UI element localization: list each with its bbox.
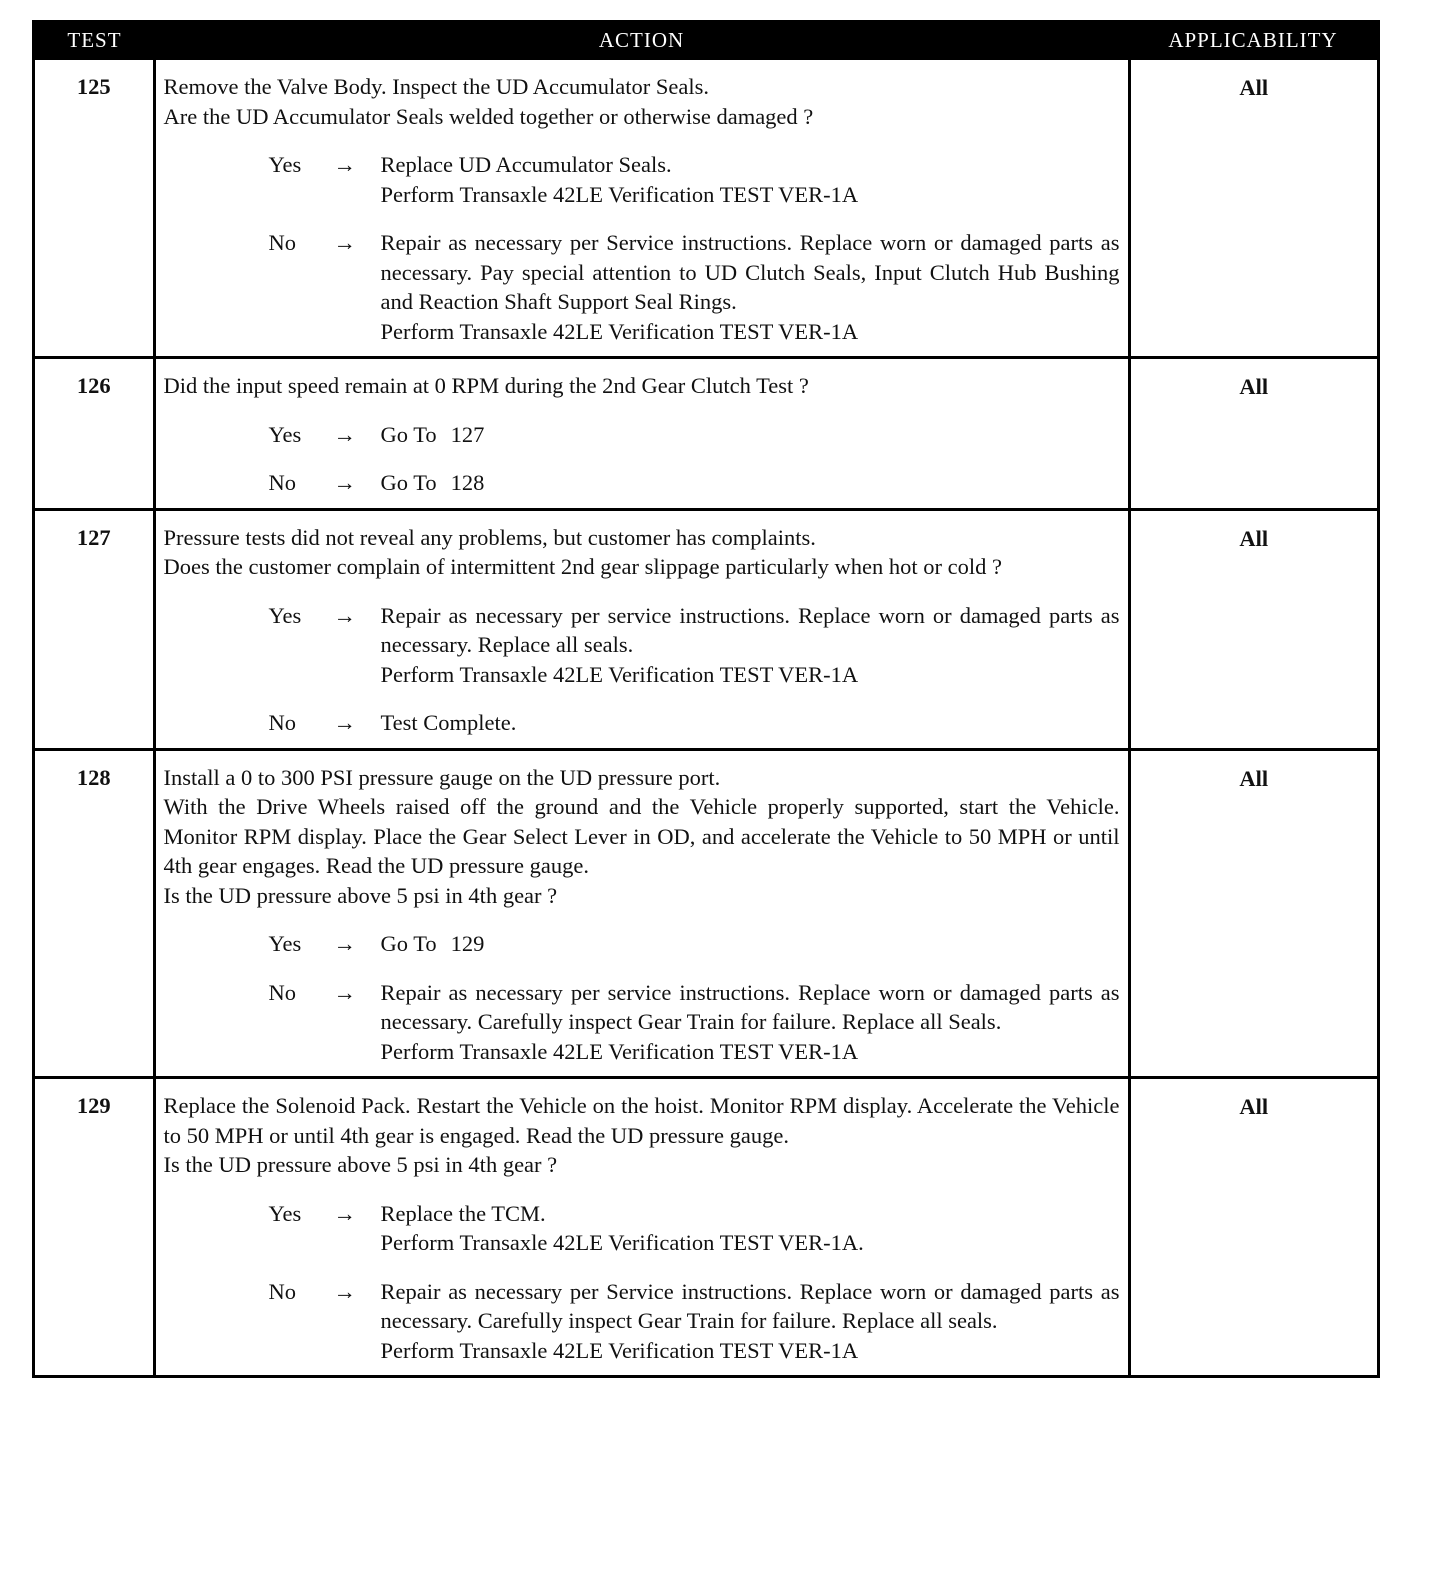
test-number: 126 [35,358,154,510]
table-row [35,60,1377,358]
no-result [381,978,1120,1067]
header-action: ACTION [154,20,1129,60]
no-option [164,468,1120,498]
arrow-icon: → [333,1278,356,1304]
result-line: Perform Transaxle 42LE Verification TEST VER-1A [380,661,859,687]
action-cell [154,358,1129,510]
arrow-icon: → [333,230,356,255]
yes-option [164,601,1120,690]
arrow-icon: → [333,421,356,447]
applicability: All [1129,1078,1377,1376]
go-to-test-link[interactable]: 127 [450,421,485,447]
question [164,72,1120,131]
yes-result [381,929,1120,959]
no-label: No [268,710,296,735]
table-row [35,749,1377,1078]
no-result [381,468,1120,498]
result-line: Test Complete. [380,710,517,735]
question-line: Are the UD Accumulator Seals welded together or otherwise damaged ? [163,103,814,129]
result-line: Perform Transaxle 42LE Verification TEST VER-1A [380,1337,859,1363]
yes-label: Yes [268,152,302,177]
yes-label: Yes [268,1200,302,1226]
no-result [381,708,1120,738]
yes-label: Yes [268,602,302,628]
question-line: Is the UD pressure above 5 psi in 4th gear ? [163,1152,558,1177]
yes-label: Yes [268,421,302,447]
no-label: No [268,979,296,1005]
no-result [381,1277,1120,1366]
result-line: Replace the TCM. [380,1200,546,1226]
test-number: 125 [35,60,154,358]
arrow-icon: → [333,602,356,628]
no-label: No [268,470,296,495]
no-option [164,978,1120,1067]
diagnostic-table [35,20,1377,1375]
header-applicability: APPLICABILITY [1129,20,1377,60]
no-option [164,228,1120,346]
no-option [164,1277,1120,1366]
result-line: Repair as necessary per Service instructions. Replace worn or damaged parts as necessary. Carefully inspect Gear Train for failure. Replace all seals. [380,1278,1120,1333]
result-line: Repair as necessary per service instructions. Replace worn or damaged parts as necessary. Carefully inspect Gear Train for failure. Replace all Seals. [380,979,1120,1034]
yes-result [381,150,1120,209]
table-row [35,358,1377,510]
question-line: Does the customer complain of intermittent 2nd gear slippage particularly when hot or cold ? [163,554,1002,579]
question [164,523,1120,582]
question-line: Install a 0 to 300 PSI pressure gauge on the UD pressure port. [163,764,721,790]
go-to-label: Go To [380,470,437,495]
question [164,1091,1120,1180]
question-line: Is the UD pressure above 5 psi in 4th gear ? [163,882,558,908]
yes-option [164,420,1120,450]
yes-label: Yes [268,931,302,956]
test-number: 129 [35,1078,154,1376]
yes-result [381,420,1120,450]
diagnostic-table-sheet [32,20,1380,1378]
applicability: All [1239,75,1269,100]
action-cell [154,509,1129,749]
arrow-icon: → [333,979,356,1005]
yes-option [164,150,1120,209]
question-line: Did the input speed remain at 0 RPM during the 2nd Gear Clutch Test ? [163,373,809,398]
yes-option [164,1199,1120,1258]
result-line: Perform Transaxle 42LE Verification TEST VER-1A [380,318,859,344]
result-line: Perform Transaxle 42LE Verification TEST VER-1A [380,181,859,207]
question-line: With the Drive Wheels raised off the ground and the Vehicle properly supported, start the Vehicle. Monitor RPM display. Place the Gear Select Lever in OD, and accelerate the Vehicle to 50 MPH or until 4th gear engages. Read the UD pressure gauge. [163,794,1120,878]
no-option [164,708,1120,738]
result-line: Replace UD Accumulator Seals. [380,152,672,177]
applicability: All [1129,509,1377,749]
go-to-test-link[interactable]: 129 [450,931,485,956]
yes-result [381,601,1120,690]
go-to-label: Go To [380,421,437,447]
applicability: All [1129,358,1377,510]
arrow-icon: → [333,470,356,495]
question [164,763,1120,911]
result-line: Repair as necessary per service instructions. Replace worn or damaged parts as necessary. Replace all seals. [380,602,1120,657]
table-row [35,509,1377,749]
no-label: No [268,1278,296,1304]
arrow-icon: → [333,931,356,956]
table-row [35,1078,1377,1376]
question-line: Pressure tests did not reveal any problems, but customer has complaints. [163,524,816,550]
header-row [35,20,1377,60]
arrow-icon: → [333,710,356,735]
arrow-icon: → [333,152,356,177]
arrow-icon: → [333,1200,356,1226]
action-cell [154,60,1129,358]
action-cell [154,1078,1129,1376]
test-number: 127 [35,509,154,749]
header-test: TEST [35,20,154,60]
no-result [381,228,1120,346]
question-line: Replace the Solenoid Pack. Restart the Vehicle on the hoist. Monitor RPM display. Accelerate the Vehicle to 50 MPH or until 4th gear is engaged. Read the UD pressure gauge. [163,1093,1120,1148]
result-line: Perform Transaxle 42LE Verification TEST VER-1A. [380,1230,864,1255]
no-label: No [268,230,296,255]
go-to-label: Go To [380,931,437,956]
result-line: Perform Transaxle 42LE Verification TEST VER-1A [380,1038,859,1064]
test-number: 128 [35,749,154,1078]
question [164,371,1120,401]
action-cell [154,749,1129,1078]
go-to-test-link[interactable]: 128 [450,470,485,495]
yes-option [164,929,1120,959]
yes-result [381,1199,1120,1258]
applicability: All [1129,749,1377,1078]
question-line: Remove the Valve Body. Inspect the UD Accumulator Seals. [163,74,710,99]
table-header [35,20,1377,60]
result-line: Repair as necessary per Service instructions. Replace worn or damaged parts as necessary. Pay special attention to UD Clutch Seals, Input Clutch Hub Bushing and Reaction Shaft Support Seal Rings. [380,230,1120,314]
